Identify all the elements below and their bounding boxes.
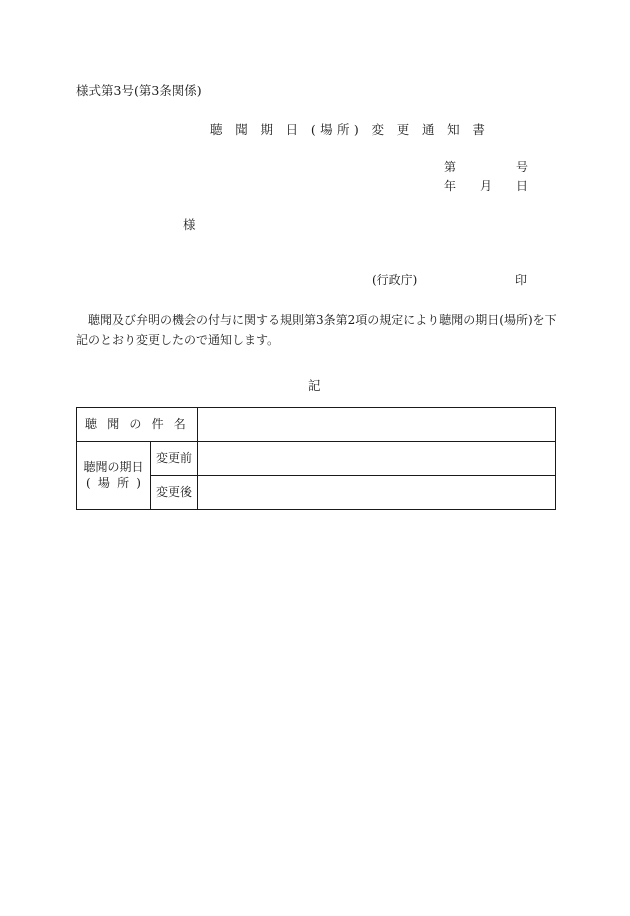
form-number: 様式第3号(第3条関係): [76, 83, 202, 98]
case-name-label: 聴聞の件名: [77, 408, 198, 442]
notice-body-line-1: 聴聞及び弁明の機会の付与に関する規則第3条第2項の規定により聴聞の期日(場所)を下: [88, 313, 557, 327]
notice-body: [76, 310, 556, 350]
document-title: 聴 聞 期 日 (場所) 変 更 通 知 書: [210, 122, 490, 137]
hearing-date-label: 聴聞の期日: [83, 459, 144, 474]
date-before-row: [77, 442, 556, 476]
seal-mark: 印: [515, 273, 528, 287]
issuing-agency: (行政庁): [372, 273, 418, 287]
case-name-value: [198, 408, 556, 442]
after-change-value: [198, 476, 556, 510]
doc-number-suffix: 号: [516, 160, 529, 174]
details-table: [76, 407, 556, 510]
before-change-label: 変更前: [151, 442, 198, 476]
date-month-label: 月: [480, 179, 493, 193]
case-name-row: [77, 408, 556, 442]
hearing-place-label: (場所): [86, 475, 149, 490]
addressee-honorific: 様: [183, 217, 196, 232]
hearing-date-place-label: [77, 442, 151, 510]
date-day-label: 日: [516, 179, 529, 193]
before-change-value: [198, 442, 556, 476]
after-change-label: 変更後: [151, 476, 198, 510]
ki-heading: 記: [308, 378, 321, 393]
doc-number-prefix: 第: [444, 160, 457, 174]
date-year-label: 年: [444, 179, 457, 193]
notice-body-line-2: 記のとおり変更したので通知します。: [76, 333, 280, 347]
